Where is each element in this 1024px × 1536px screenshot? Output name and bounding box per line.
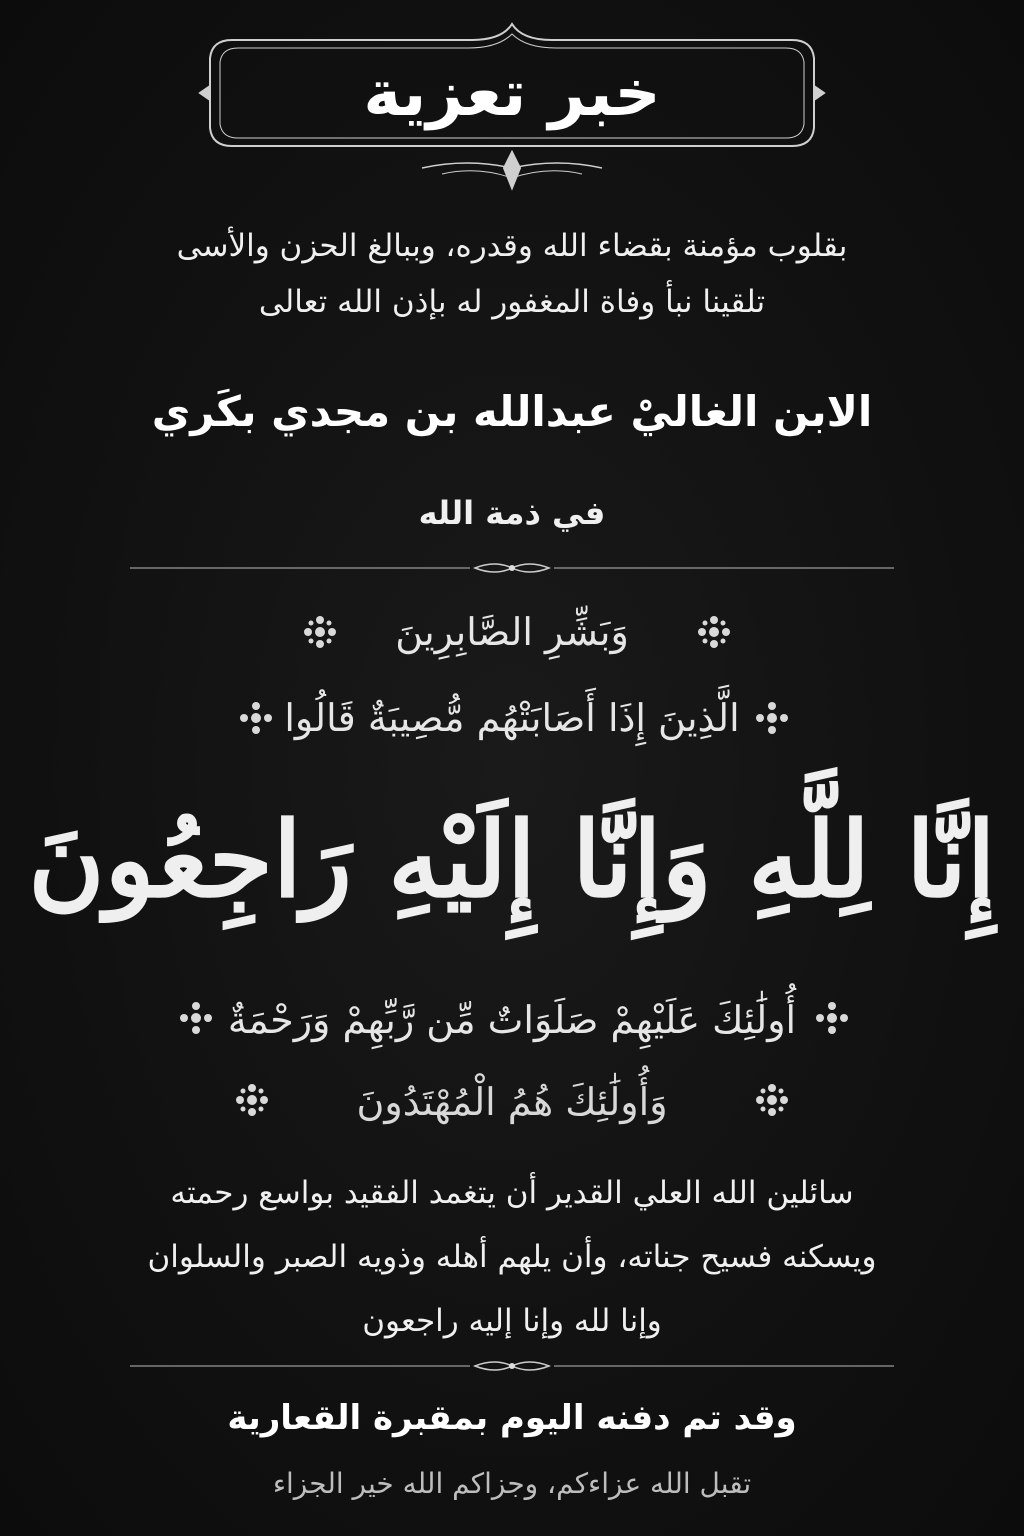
closing-line-1: سائلين الله العلي القدير أن يتغمد الفقيد بواسع رحمته	[170, 1175, 854, 1211]
verse-2: الَّذِينَ إِذَا أَصَابَتْهُم مُّصِيبَةٌ قَالُوا	[284, 696, 740, 740]
ornamental-divider	[130, 1356, 894, 1376]
verse-3: أُولَٰئِكَ عَلَيْهِمْ صَلَوَاتٌ مِّن رَّبِّهِمْ وَرَحْمَةٌ	[227, 998, 797, 1042]
title-frame	[192, 18, 832, 193]
thanks-line: تقبل الله عزاءكم، وجزاكم الله خير الجزاء	[272, 1467, 752, 1500]
intro-line-2: تلقينا نبأ وفاة المغفور له بإذن الله تعالى	[258, 284, 766, 320]
verse-4: وَأُولَٰئِكَ هُمُ الْمُهْتَدُونَ	[356, 1080, 668, 1124]
closing-line-3: وإنا لله وإنا إليه راجعون	[362, 1303, 662, 1339]
in-gods-care-phrase: في ذمة الله	[418, 494, 606, 532]
intro-line-1: بقلوب مؤمنة بقضاء الله وقدره، وببالغ الحزن والأسى	[176, 228, 848, 264]
verse-1: وَبَشِّرِ الصَّابِرِينَ	[395, 610, 629, 654]
page-title: خبر تعزية	[363, 57, 661, 131]
burial-notice: وقد تم دفنه اليوم بمقبرة القعارية	[227, 1398, 797, 1438]
closing-line-2: ويسكنه فسيح جناته، وأن يلهم أهله وذويه الصبر والسلوان	[147, 1239, 877, 1275]
ornamental-divider	[130, 558, 894, 578]
main-verse-calligraphy: إِنَّا لِلَّهِ وَإِنَّا إِلَيْهِ رَاجِعُونَ	[28, 798, 996, 921]
deceased-name: الابن الغاليْ عبدالله بن مجدي بكَري	[151, 387, 873, 436]
